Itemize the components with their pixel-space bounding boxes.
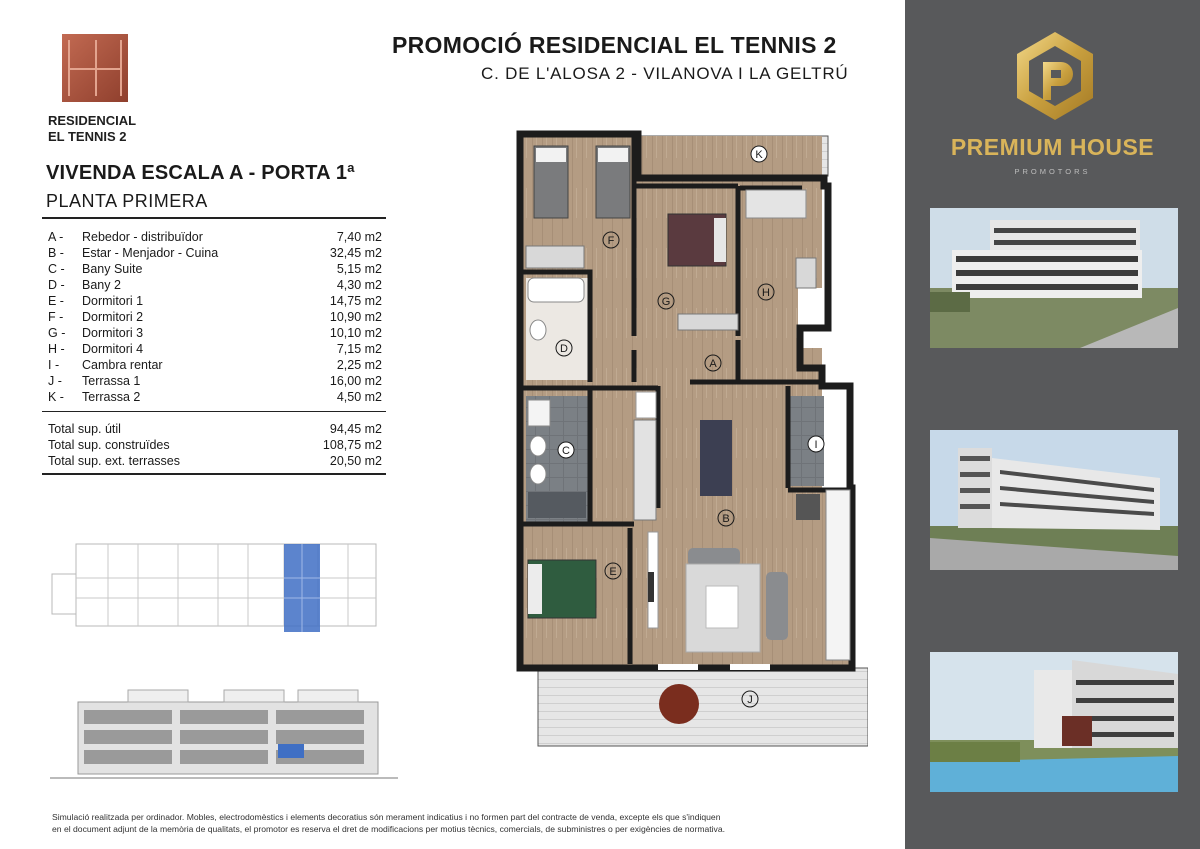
svg-text:J: J bbox=[747, 694, 753, 706]
total-row: Total sup. construïdes 108,75 m2 bbox=[48, 438, 382, 452]
building-render-1 bbox=[930, 208, 1178, 348]
svg-text:E: E bbox=[609, 566, 617, 578]
svg-text:D: D bbox=[560, 343, 568, 355]
room-row: G - Dormitori 3 10,10 m2 bbox=[48, 326, 382, 340]
divider bbox=[42, 473, 386, 475]
brand-line-2: EL TENNIS 2 bbox=[48, 129, 127, 144]
divider bbox=[42, 411, 386, 412]
floor-title: PLANTA PRIMERA bbox=[46, 191, 208, 211]
room-row: I - Cambra rentar 2,25 m2 bbox=[48, 358, 382, 372]
svg-text:G: G bbox=[661, 296, 671, 308]
brand-line-1: RESIDENCIAL bbox=[48, 113, 137, 128]
totals-list bbox=[48, 421, 382, 469]
room-label-c bbox=[558, 442, 574, 458]
elevation-thumbnail bbox=[48, 682, 400, 782]
promoter-subtitle: PROMOTORS bbox=[1014, 167, 1091, 176]
total-row: Total sup. útil 94,45 m2 bbox=[48, 422, 382, 436]
building-render-3 bbox=[930, 652, 1178, 792]
room-area-list bbox=[48, 229, 382, 405]
site-plan-thumbnail bbox=[48, 538, 396, 634]
room-row: F - Dormitori 2 10,90 m2 bbox=[48, 310, 382, 324]
room-row: C - Bany Suite 5,15 m2 bbox=[48, 262, 382, 276]
residential-logo bbox=[62, 34, 128, 102]
room-label-i bbox=[808, 436, 824, 452]
room-label-k bbox=[751, 146, 767, 162]
total-row: Total sup. ext. terrasses 20,50 m2 bbox=[48, 454, 382, 468]
room-row: B - Estar - Menjador - Cuina 32,45 m2 bbox=[48, 246, 382, 260]
room-row: D - Bany 2 4,30 m2 bbox=[48, 278, 382, 292]
room-row: K - Terrassa 2 4,50 m2 bbox=[48, 390, 382, 404]
disclaimer-line-1: Simulació realitzada per ordinador. Mobles, electrodomèstics i elements decoratius són merament indicatius i no formen part del contracte de venda, excepte els que s'indiquen bbox=[52, 812, 721, 822]
divider bbox=[42, 217, 386, 219]
building-render-2 bbox=[930, 430, 1178, 570]
svg-text:K: K bbox=[755, 149, 763, 161]
brand-name bbox=[48, 113, 158, 145]
unit-title: VIVENDA ESCALA A - PORTA 1ª bbox=[46, 162, 355, 184]
disclaimer bbox=[52, 811, 812, 835]
svg-text:H: H bbox=[762, 287, 770, 299]
svg-text:C: C bbox=[562, 445, 570, 457]
svg-text:A: A bbox=[709, 358, 717, 370]
room-row: H - Dormitori 4 7,15 m2 bbox=[48, 342, 382, 356]
promoter-sidebar bbox=[905, 0, 1200, 849]
page-title: PROMOCIÓ RESIDENCIAL EL TENNIS 2 bbox=[392, 32, 837, 58]
floor-plan bbox=[508, 128, 868, 748]
room-row: A - Rebedor - distribuïdor 7,40 m2 bbox=[48, 230, 382, 244]
address: C. DE L'ALOSA 2 - VILANOVA I LA GELTRÚ bbox=[481, 64, 849, 83]
promoter-name: PREMIUM HOUSE bbox=[950, 134, 1155, 160]
premium-house-logo-icon bbox=[1015, 30, 1095, 122]
disclaimer-line-2: en el document adjunt de la memòria de qualitats, el promotor es reserva el dret de modificacions per motius tècnics, comercials, de subministres o per exigències de normativa. bbox=[52, 824, 726, 834]
svg-text:I: I bbox=[814, 439, 818, 451]
svg-text:F: F bbox=[607, 235, 615, 247]
svg-text:B: B bbox=[722, 513, 730, 525]
room-row: E - Dormitori 1 14,75 m2 bbox=[48, 294, 382, 308]
room-row: J - Terrassa 1 16,00 m2 bbox=[48, 374, 382, 388]
